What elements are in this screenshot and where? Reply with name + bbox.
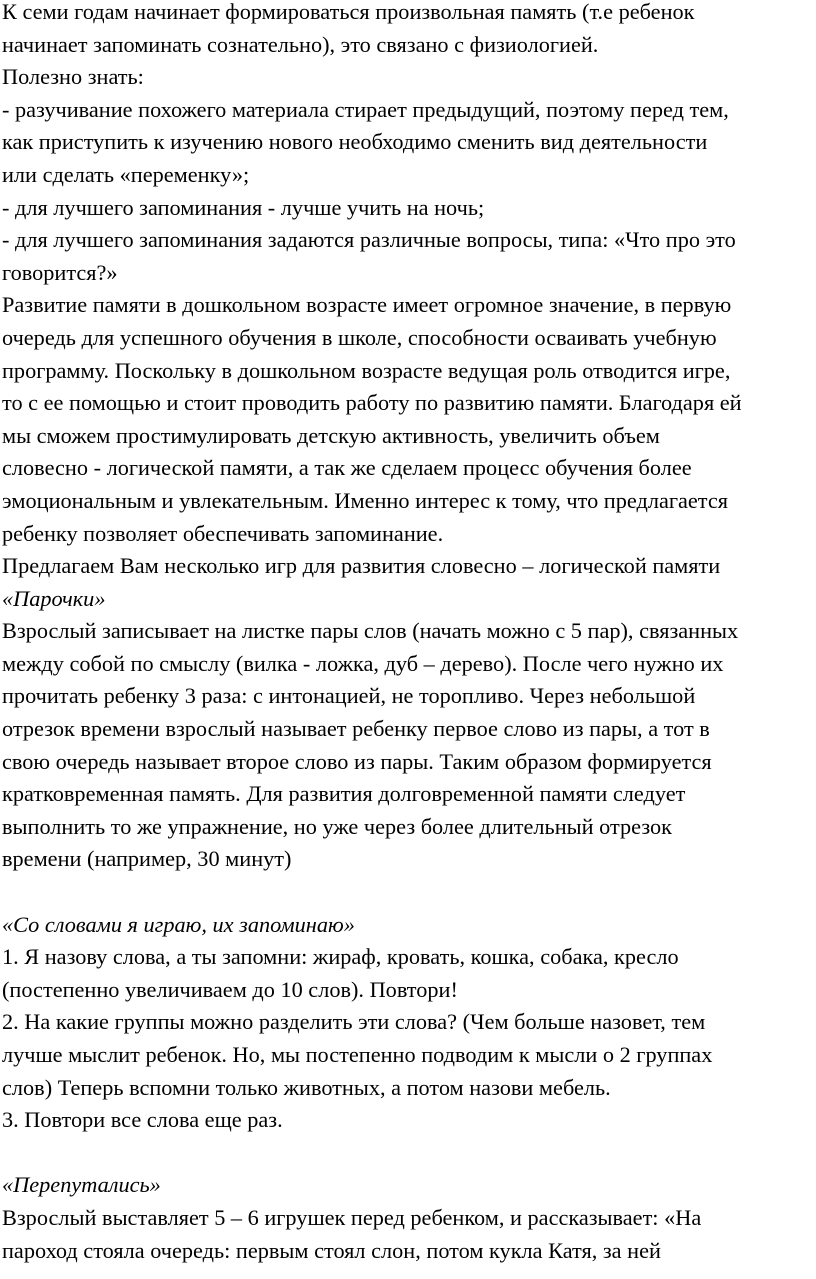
tip-line: говорится?» (2, 259, 118, 285)
intro-paragraph (2, 0, 816, 61)
text-line: отрезок времени взрослый называет ребенку первое слово из пары, а тот в (2, 716, 710, 742)
tip-line: - для лучшего запоминания задаются различные вопросы, типа: «Что про это (2, 227, 736, 253)
text-line: пароход стояла очередь: первым стоял слон, потом кукла Катя, за ней (2, 1237, 661, 1263)
text-line: лучше мыслит ребенок. Но, мы постепенно подводим к мысли о 2 группах (2, 1042, 713, 1067)
tip-line: или сделать «переменку»; (2, 161, 250, 187)
text-line: 2. На какие группы можно разделить эти слова? (Чем больше назовет, тем (2, 1009, 706, 1035)
text-line: Взрослый выставляет 5 – 6 игрушек перед ребенком, и рассказывает: «На (2, 1204, 702, 1230)
blank-line (2, 876, 816, 909)
game-pairs-section (2, 583, 816, 876)
tip-line: как приступить к изучению нового необходимо сменить вид деятельности (2, 129, 708, 155)
text-line: эмоциональным и увлекательным. Именно интерес к тому, что предлагается (2, 487, 728, 513)
text-line: выполнить то же упражнение, но уже через более длительный отрезок (2, 813, 672, 839)
text-line: то с ее помощью и стоит проводить работу по развитию памяти. Благодаря ей (2, 390, 742, 416)
useful-heading: Полезно знать: (2, 64, 144, 90)
document-body (2, 0, 816, 1267)
game-words-section (2, 909, 816, 1137)
game-title: «Парочки» (2, 585, 106, 611)
text-line: прочитать ребенку 3 раза: с интонацией, не торопливо. Через небольшой (2, 683, 696, 709)
text-line: Взрослый записывает на листке пары слов (начать можно с 5 пар), связанных (2, 618, 739, 644)
text-line: мы сможем простимулировать детскую активность, увеличить объем (2, 422, 660, 448)
text-line: словесно - логической памяти, а так же сделаем процесс обучения более (2, 455, 692, 481)
text-line: свою очередь называет второе слово из пары. Таким образом формируется (2, 748, 712, 774)
games-intro: Предлагаем Вам несколько игр для развития словесно – логической памяти (2, 553, 721, 579)
blank-line (2, 1137, 816, 1170)
text-line: кратковременная память. Для развития долговременной памяти следует (2, 781, 686, 807)
game-title: «Со словами я играю, их запоминаю» (2, 911, 355, 937)
text-line: программу. Поскольку в дошкольном возрасте ведущая роль отводится игре, (2, 357, 731, 383)
game-mixed-section (2, 1169, 816, 1267)
tip-line: - разучивание похожего материала стирает предыдущий, поэтому перед тем, (2, 96, 729, 122)
text-line: К семи годам начинает формироваться произвольная память (т.е ребенок (2, 0, 695, 24)
text-line: между собой по смыслу (вилка - ложка, дуб – дерево). После чего нужно их (2, 650, 724, 676)
text-line: слов) Теперь вспомни только животных, а потом назови мебель. (2, 1074, 611, 1100)
text-line: 3. Повтори все слова еще раз. (2, 1107, 283, 1133)
text-line: времени (например, 30 минут) (2, 846, 292, 872)
game-title: «Перепутались» (2, 1172, 161, 1198)
development-paragraph (2, 289, 816, 550)
text-line: начинает запоминать сознательно), это связано с физиологией. (2, 31, 599, 57)
text-line: очередь для успешного обучения в школе, способности осваивать учебную (2, 324, 717, 350)
tip-line: - для лучшего запоминания - лучше учить на ночь; (2, 194, 485, 220)
text-line: (постепенно увеличиваем до 10 слов). Повтори! (2, 976, 458, 1002)
tips-list (2, 94, 816, 290)
text-line: 1. Я назову слова, а ты запомни: жираф, кровать, кошка, собака, кресло (2, 944, 679, 970)
text-line: ребенку позволяет обеспечивать запоминание. (2, 520, 444, 546)
text-line: Развитие памяти в дошкольном возрасте имеет огромное значение, в первую (2, 292, 732, 318)
